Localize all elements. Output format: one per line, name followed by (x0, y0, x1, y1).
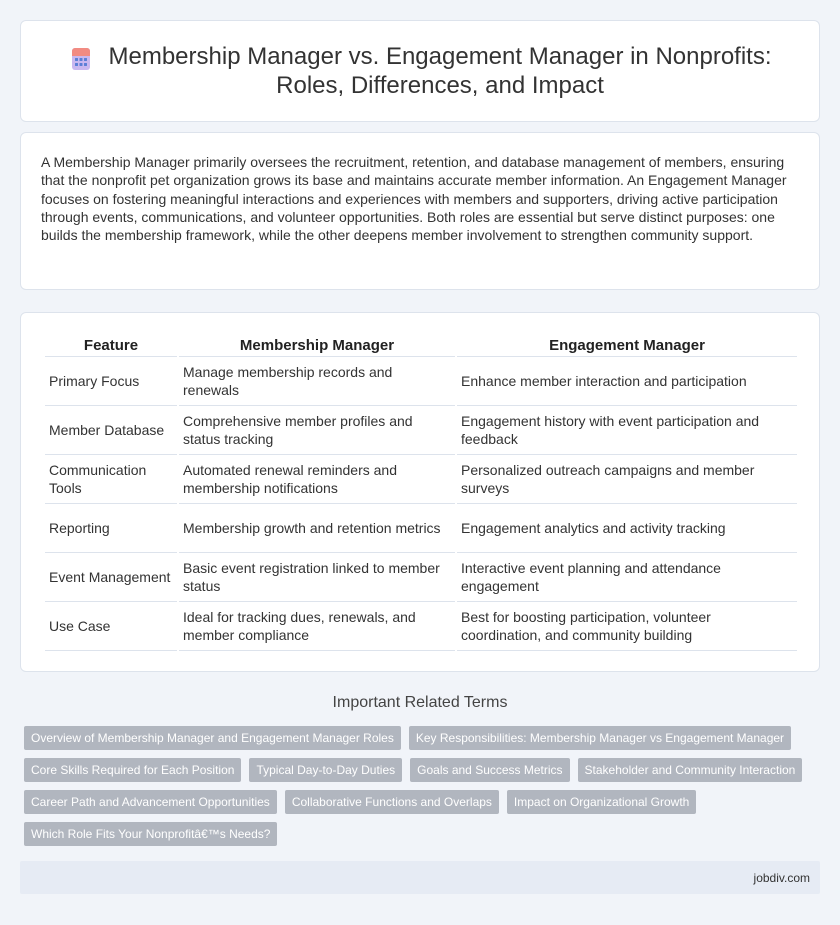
related-term-tag[interactable]: Core Skills Required for Each Position (24, 758, 241, 782)
feature-cell: Event Management (45, 553, 177, 602)
table-row (45, 357, 797, 406)
related-term-tag[interactable]: Goals and Success Metrics (410, 758, 569, 782)
feature-cell: Member Database (45, 406, 177, 455)
membership-cell: Membership growth and retention metrics (179, 504, 455, 553)
table-row (45, 455, 797, 504)
membership-cell: Basic event registration linked to member status (179, 553, 455, 602)
comparison-table (43, 331, 799, 651)
table-row (45, 553, 797, 602)
table-row (45, 406, 797, 455)
related-term-tag[interactable]: Stakeholder and Community Interaction (578, 758, 803, 782)
membership-cell: Ideal for tracking dues, renewals, and member compliance (179, 602, 455, 651)
membership-cell: Comprehensive member profiles and status tracking (179, 406, 455, 455)
header-engagement-manager: Engagement Manager (457, 331, 797, 357)
engagement-cell: Interactive event planning and attendance engagement (457, 553, 797, 602)
intro-paragraph: A Membership Manager primarily oversees the recruitment, retention, and database management of members, ensuring that the nonprofit pet organization grows its base and maintains accurate member information. An Engagement Manager focuses on fostering meaningful interactions and experiences with members and supporters, driving active participation through events, communications, and volunteer opportunities. Both roles are essential but serve distinct purposes: one builds the membership framework, while the other deepens member involvement to strengthen community support. (41, 154, 787, 244)
intro-card (20, 132, 820, 290)
comparison-table-card (20, 312, 820, 672)
engagement-cell: Engagement history with event participation and feedback (457, 406, 797, 455)
header-membership-manager: Membership Manager (179, 331, 455, 357)
related-term-tag[interactable]: Collaborative Functions and Overlaps (285, 790, 499, 814)
header-feature: Feature (45, 331, 177, 357)
engagement-cell: Best for boosting participation, volunteer coordination, and community building (457, 602, 797, 651)
engagement-cell: Engagement analytics and activity tracking (457, 504, 797, 553)
feature-cell: Use Case (45, 602, 177, 651)
footer (20, 861, 820, 894)
feature-cell: Reporting (45, 504, 177, 553)
related-term-tag[interactable]: Impact on Organizational Growth (507, 790, 696, 814)
related-term-tag[interactable]: Which Role Fits Your Nonprofitâ€™s Needs? (24, 822, 277, 846)
related-term-tag[interactable]: Typical Day-to-Day Duties (249, 758, 402, 782)
table-header-row (45, 331, 797, 357)
related-terms-title: Important Related Terms (332, 694, 508, 711)
header-card (20, 20, 820, 122)
table-row (45, 504, 797, 553)
related-term-tag[interactable]: Overview of Membership Manager and Engagement Manager Roles (24, 726, 401, 750)
footer-site-link[interactable]: jobdiv.com (753, 871, 810, 885)
feature-cell: Primary Focus (45, 357, 177, 406)
related-terms-list (24, 726, 816, 846)
feature-cell: Communication Tools (45, 455, 177, 504)
membership-cell: Manage membership records and renewals (179, 357, 455, 406)
engagement-cell: Personalized outreach campaigns and member surveys (457, 455, 797, 504)
related-term-tag[interactable]: Career Path and Advancement Opportunities (24, 790, 277, 814)
page-title: Membership Manager vs. Engagement Manager in Nonprofits: Roles, Differences, and Impact (108, 43, 772, 99)
related-term-tag[interactable]: Key Responsibilities: Membership Manager vs Engagement Manager (409, 726, 791, 750)
engagement-cell: Enhance member interaction and participation (457, 357, 797, 406)
table-row (45, 602, 797, 651)
membership-cell: Automated renewal reminders and membership notifications (179, 455, 455, 504)
